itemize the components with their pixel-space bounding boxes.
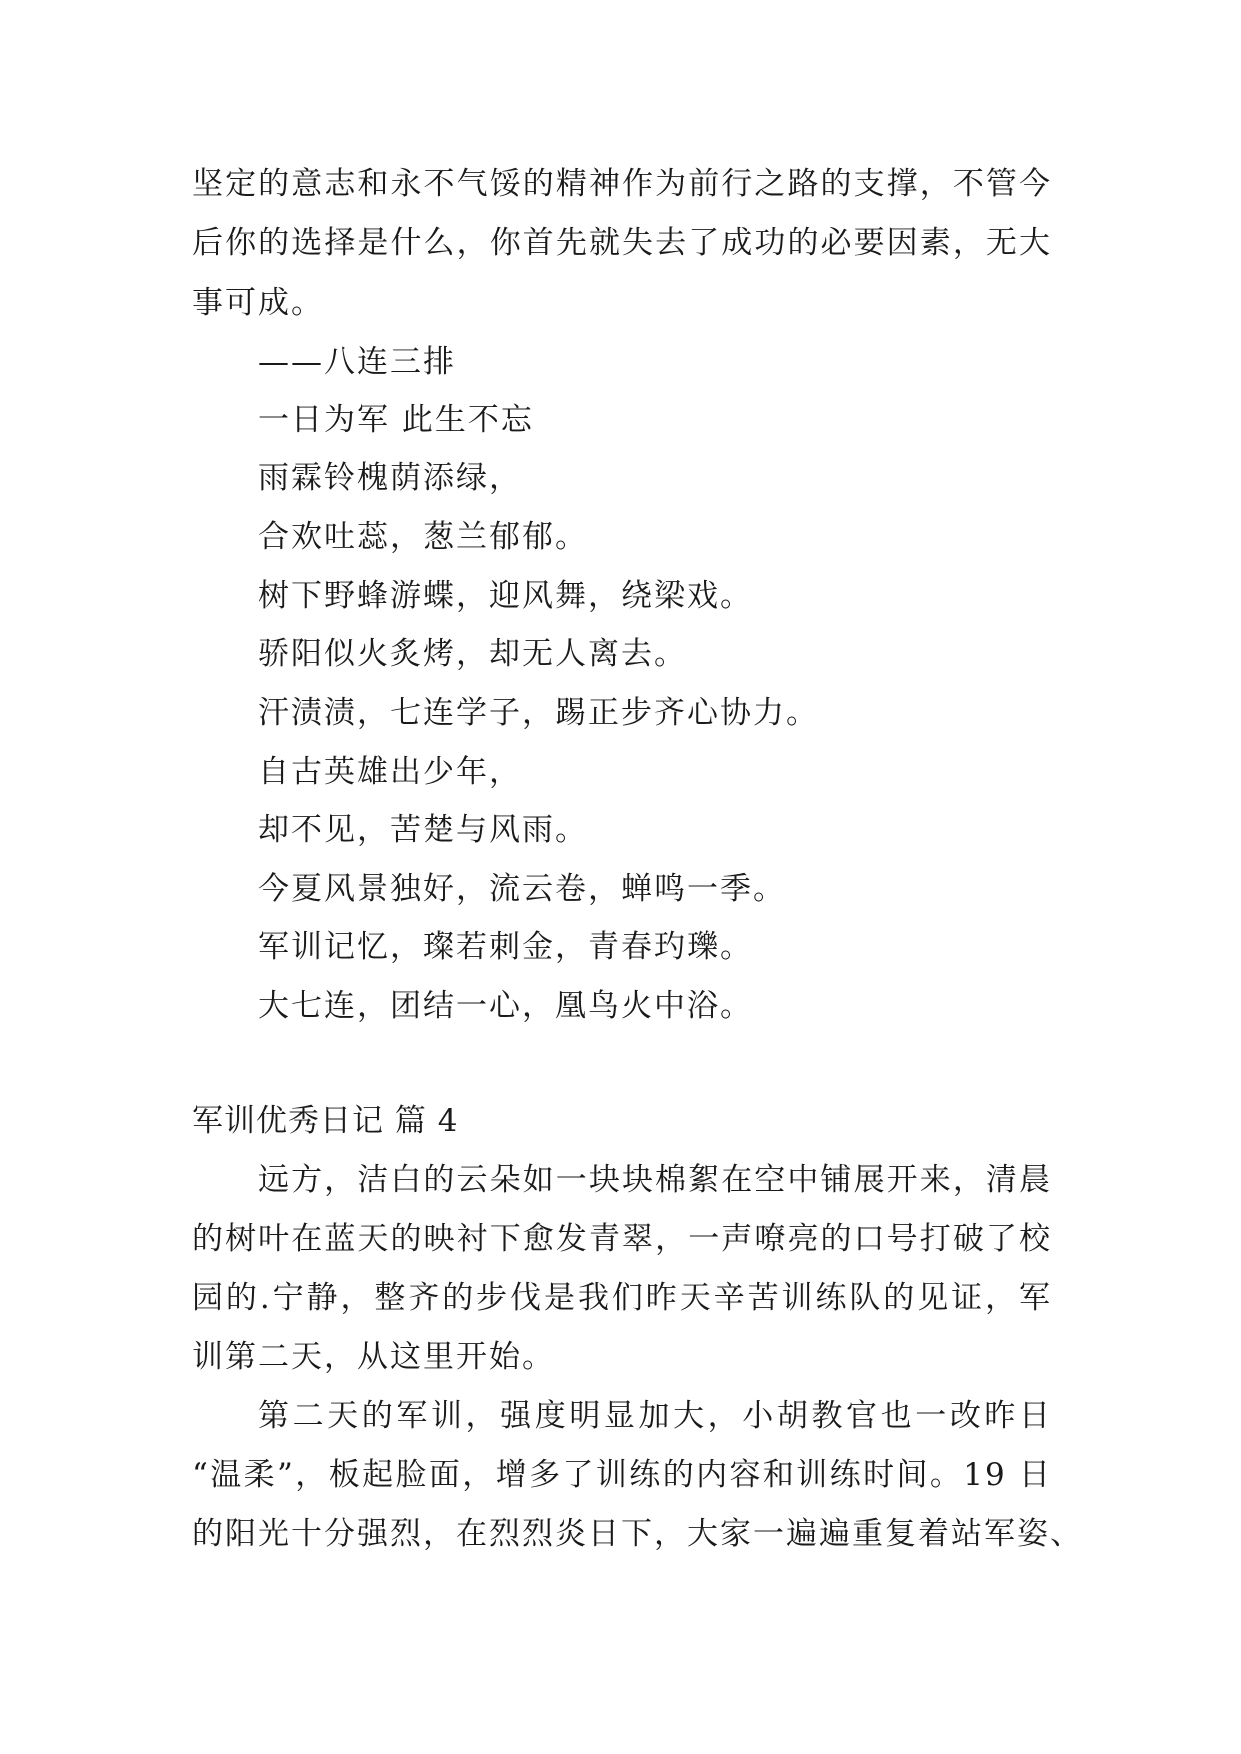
poem-line: 骄阳似火炙烤，却无人离去。: [258, 636, 687, 672]
poem-line: 合欢吐蕊，葱兰郁郁。: [258, 519, 588, 555]
paragraph-3-line-1: 第二天的军训，强度明显加大，小胡教官也一改昨日: [258, 1398, 1052, 1434]
poem-line: 大七连，团结一心，凰鸟火中浴。: [258, 988, 753, 1024]
poem-line: 汗渍渍，七连学子，踢正步齐心协力。: [258, 695, 819, 731]
section-heading: 军训优秀日记 篇 4: [192, 1103, 459, 1139]
paragraph-1-line-3: 事可成。: [192, 285, 324, 321]
poem-title: 一日为军 此生不忘: [258, 402, 534, 438]
signature: ——八连三排: [258, 344, 456, 380]
paragraph-2-line-1: 远方，洁白的云朵如一块块棉絮在空中铺展开来，清晨: [258, 1162, 1052, 1198]
paragraph-1-line-1: 坚定的意志和永不气馁的精神作为前行之路的支撑，不管今: [192, 166, 1052, 202]
paragraph-2-line-2: 的树叶在蓝天的映衬下愈发青翠，一声嘹亮的口号打破了校: [192, 1221, 1052, 1257]
paragraph-2-line-4: 训第二天，从这里开始。: [192, 1339, 555, 1375]
poem-line: 雨霖铃槐荫添绿，: [258, 460, 522, 496]
paragraph-3-line-2: “温柔”，板起脸面，增多了训练的内容和训练时间。19 日: [192, 1457, 1052, 1493]
poem-line: 却不见，苦楚与风雨。: [258, 812, 588, 848]
paragraph-3-line-3: 的阳光十分强烈，在烈烈炎日下，大家一遍遍重复着站军姿、: [192, 1516, 1083, 1552]
paragraph-1-line-2: 后你的选择是什么，你首先就失去了成功的必要因素，无大: [192, 225, 1052, 261]
poem-line: 自古英雄出少年，: [258, 754, 522, 790]
paragraph-2-line-3: 园的.宁静，整齐的步伐是我们昨天辛苦训练队的见证，军: [192, 1280, 1052, 1316]
poem-line: 今夏风景独好，流云卷，蝉鸣一季。: [258, 871, 786, 907]
poem-line: 树下野蜂游蝶，迎风舞，绕梁戏。: [258, 578, 753, 614]
poem-line: 军训记忆，璨若刺金，青春玓瓅。: [258, 929, 753, 965]
